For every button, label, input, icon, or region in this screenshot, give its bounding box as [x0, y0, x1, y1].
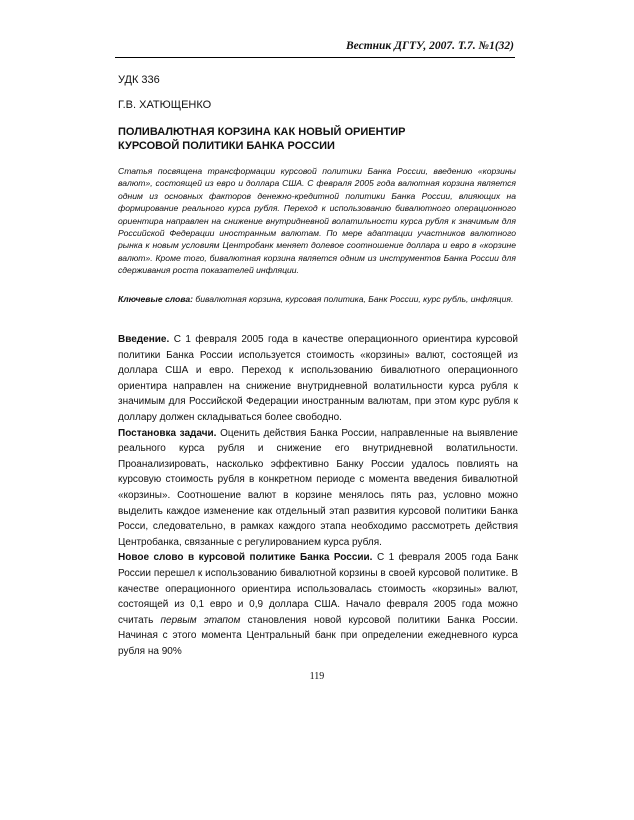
- header-divider: [115, 57, 515, 58]
- author-name: Г.В. ХАТЮЩЕНКО: [118, 99, 212, 111]
- section-text: С 1 февраля 2005 года в качестве операционного ориентира курсовой политики Банка России используется стоимость «корзины» валют, состоящей из доллара США и евро. Переход к использованию бивалютного операционного ориентира направлен на снижение внутридневной волатильности курса рубля к значимым для Российской Федерации иностранным валютам, при этом курс рубля к доллару должен складываться более свободно.: [118, 334, 519, 423]
- section-introduction: [118, 332, 518, 426]
- article-body: [118, 332, 518, 659]
- keywords-label: Ключевые слова:: [118, 294, 193, 304]
- section-emphasis: первым этапом: [160, 614, 241, 626]
- page-number: 119: [309, 671, 325, 682]
- journal-header: Вестник ДГТУ, 2007. Т.7. №1(32): [345, 40, 514, 52]
- section-text: Оценить действия Банка России, направленные на выявление реального курса рубля и снижение его внутридневной волатильности. Проанализировать, насколько эффективно Банку России удалось повлиять на курсовую стоимость рубля в конкретном периоде с момента введения бивалютной «корзины». Соотношение валют в корзине менялось пять раз, условно можно выделить каждое изменение как отдельный этап развития курсовой политики Банка Росси, следовательно, в рамках каждого этапа необходимо рассмотреть действия Центробанка, связанные с регулированием курса рубля.: [118, 427, 518, 548]
- section-lead: Новое слово в курсовой политике Банка России.: [118, 552, 373, 564]
- keywords-text: бивалютная корзина, курсовая политика, Банк России, курс рубль, инфляция.: [195, 294, 514, 304]
- section-problem-statement: [118, 426, 518, 551]
- section-new-policy: [118, 550, 518, 659]
- title-line-1: ПОЛИВАЛЮТНАЯ КОРЗИНА КАК НОВЫЙ ОРИЕНТИР: [118, 126, 406, 138]
- keywords: [118, 293, 516, 305]
- article-title: [118, 125, 518, 153]
- section-lead: Введение.: [118, 334, 170, 345]
- udk-code: УДК 336: [118, 74, 160, 86]
- section-text-continued: становления новой курсовой политики Банка России. Начиная с этого момента Центральный банк при определении ежедневного курса рубля на 90%: [118, 614, 519, 657]
- abstract: Статья посвящена трансформации курсовой политики Банка России, введению «корзины валют», состоящей из евро и доллара США. С февраля 2005 года валютная корзина является одним из основных факторов денежно-кредитной политики Банка России, влияющих на формирование реального курса рубля. Переход к использованию бивалютного операционного ориентира направлен на снижение внутридневной волатильности курса рубля к значимым для Российской Федерации иностранным валютам. По мере адаптации участников валютного рынка к новым условиям Центробанк меняет долевое соотношение доллара и евро в «корзине валют». Кроме того, бивалютная корзина является одним из инструментов Банка России для сдерживания роста показателей инфляции.: [118, 166, 516, 276]
- title-line-2: КУРСОВОЙ ПОЛИТИКИ БАНКА РОССИИ: [118, 140, 335, 152]
- section-text: С 1 февраля 2005 года Банк России перешел к использованию бивалютной корзины в своей курсовой политике. В качестве операционного ориентира использовалась стоимость «корзины» валют, состоящей из 0,1 евро и 0,9 доллара США. Начало февраля 2005 года можно считать: [118, 552, 519, 626]
- section-lead: Постановка задачи.: [118, 427, 217, 439]
